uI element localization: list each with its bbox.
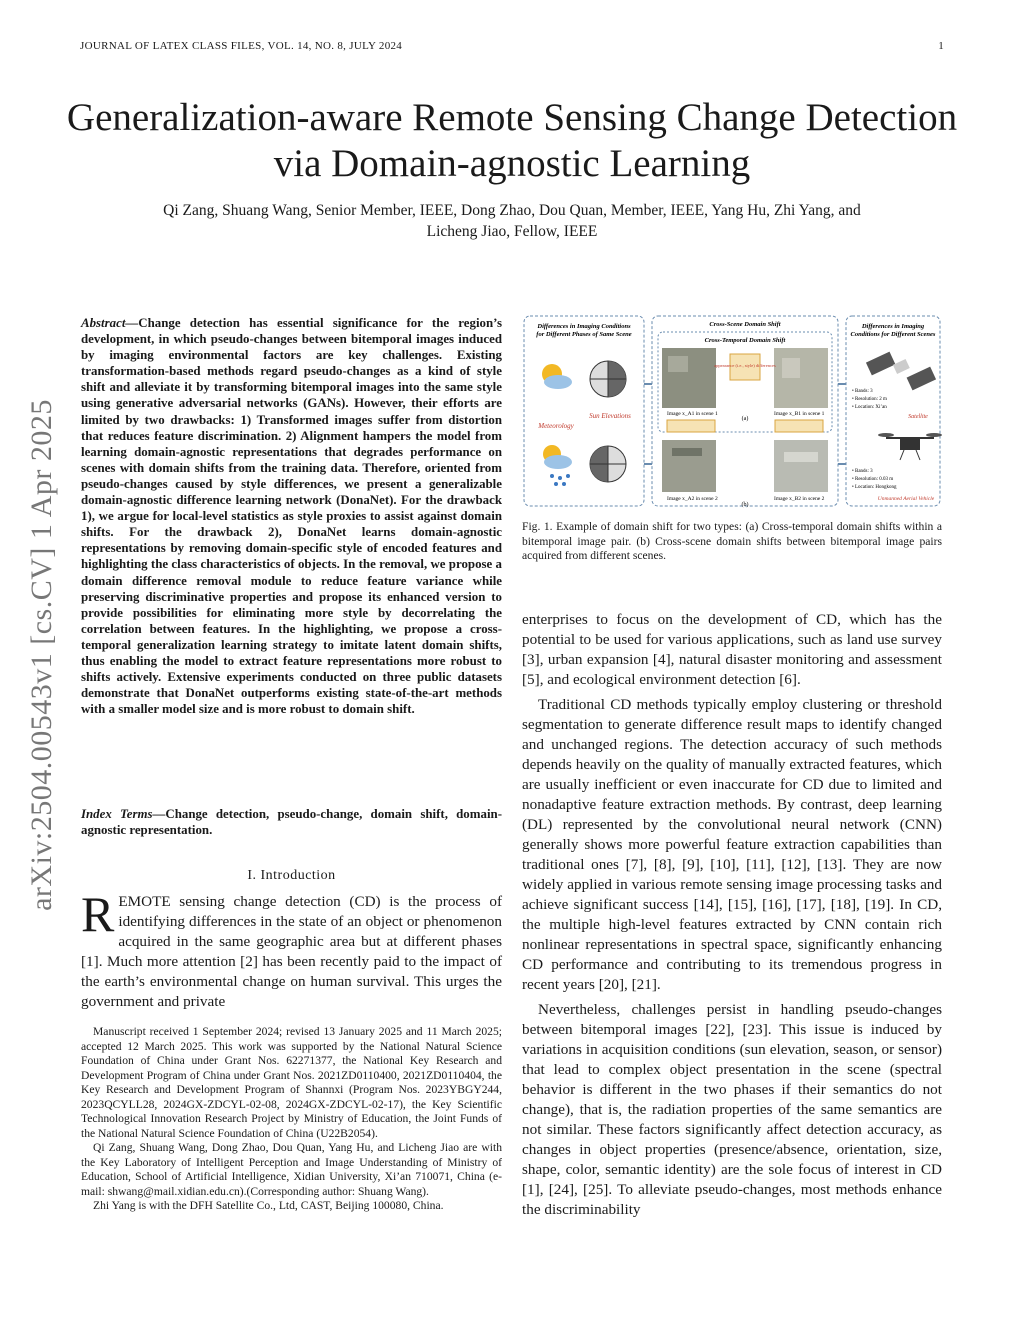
satellite-icon — [866, 352, 936, 391]
drone-icon — [878, 433, 942, 460]
panel-right-title-2: Conditions for Different Scenes — [850, 331, 936, 338]
img-b2-label: Image x_B2 in scene 2 — [774, 496, 825, 502]
image-a2 — [662, 440, 716, 492]
sat-loc: • Location: Xi’an — [852, 405, 887, 410]
panel-left-title-2: for Different Phases of Same Scene — [536, 331, 632, 338]
figure-caption: Fig. 1. Example of domain shift for two types: (a) Cross-temporal domain shifts within a bitemporal image pair. (b) Cross-scene domain shifts between bitemporal image pairs acquired from different scenes. — [522, 520, 942, 563]
footnotes — [81, 1025, 502, 1214]
img-a1-label: Image x_A1 in scene 1 — [667, 411, 718, 417]
uav-bands: • Bands: 3 — [852, 469, 873, 474]
sun-elevations-label: Sun Elevations — [589, 412, 631, 420]
intro-first-word: EMOTE — [118, 893, 171, 910]
abstract-label: Abstract— — [81, 316, 139, 330]
drop-cap: R — [81, 886, 115, 942]
satellite-label: Satellite — [908, 414, 928, 420]
uav-res: • Resolution: 0.03 m — [852, 477, 894, 482]
footnote-affiliation-2: Zhi Yang is with the DFH Satellite Co., Ltd, CAST, Beijing 100080, China. — [93, 1199, 444, 1212]
label-b: (b) — [741, 502, 749, 508]
intro-paragraph — [81, 886, 502, 1012]
page-number: 1 — [938, 40, 944, 52]
intro-text: sensing change detection (CD) is the process of identifying differences in the state of an object or phenomenon acquired in the same geographic area but at different phases [1]. Much more attention [2] has been recently paid to the impact of the earth’s environmental change on human survival. This urges the government and private — [81, 893, 502, 1010]
index-terms-text: Change detection, pseudo-change, domain shift, domain-agnostic representation. — [81, 807, 502, 837]
authors-line-2: Licheng Jiao, Fellow, IEEE — [426, 223, 598, 240]
meteorology-label: Meteorology — [538, 422, 574, 430]
img-b1-label: Image x_B1 in scene 1 — [774, 411, 825, 417]
cross-scene-title: Cross-Scene Domain Shift — [709, 321, 781, 328]
right-column-body — [522, 610, 942, 1225]
paragraph: Traditional CD methods typically employ clustering or threshold segmentation to generate difference result maps to identify changed and unchanged regions. The detection accuracy of such methods depends heavily on the quality of manually extracted features, which are usually inefficient or even inaccurate for CD due to limited and nonadaptive feature extraction methods. By contrast, deep learning (DL) represented by the convolutional neural network (CNN) generally shows more powerful feature extraction capabilities than traditional ones [7], [8], [9], [10], [11], [12], [13]. They are now widely applied in various remote sensing image processing tasks and achieve significant success [14], [15], [16], [17], [18], [19]. In CD, the multiple high-level features extracted by CNN contain rich nonlinear representations in spectral space, significantly enhancing CD performance and contributing to its tremendous progress in recent years [20], [21]. — [522, 696, 942, 993]
index-terms-label: Index Terms— — [81, 807, 166, 821]
panel-left-title-1: Differences in Imaging Conditions — [537, 323, 631, 330]
sat-bands: • Bands: 3 — [852, 389, 873, 394]
abstract — [81, 315, 502, 717]
appearance-box-right — [775, 420, 823, 432]
img-a2-label: Image x_A2 in scene 2 — [667, 496, 718, 502]
footnote-affiliation: Qi Zang, Shuang Wang, Dong Zhao, Dou Quan, Yang Hu, and Licheng Jiao are with the Key Laboratory of Intelligent Perception and Image Understanding of Ministry of Education, School of Artificial Intelligence, Xidian University, Xi’an 710071, China (e-mail: shwang@mail.xidian.edu.cn).(Corresponding author: Shuang Wang). — [81, 1141, 502, 1198]
journal-name: JOURNAL OF LATEX CLASS FILES, VOL. 14, NO. 8, JULY 2024 — [80, 40, 403, 52]
paper-title: Generalization-aware Remote Sensing Change Detection via Domain-agnostic Learning — [66, 96, 958, 185]
uav-label: Unmanned Aerial Vehicle — [877, 496, 935, 502]
globe-icon — [590, 361, 626, 397]
running-header — [80, 40, 944, 52]
panel-left-border — [524, 316, 644, 506]
paragraph: Nevertheless, challenges persist in handling pseudo-changes between bitemporal images [22], [23]. This issue is induced by variations in acquisition conditions (sun elevation, season, or sensor) that lead to complex object presentation in the scene (spectral behavior is different in the two phases if their semantics do not change), that is, the radiation properties of the same semantics are not similar. These factors significantly affect detection accuracy, as changes in object properties (presence/absence, orientation, size, shape, color, semantic identity) are the sole focus of interest in CD [1], [24], [25]. To alleviate pseudo-changes, most methods enhance the discriminability — [522, 1001, 942, 1218]
author-list — [70, 200, 954, 242]
image-b2 — [774, 440, 828, 492]
arxiv-side-label: arXiv:2504.00543v1 [cs.CV] 1 Apr 2025 — [25, 399, 58, 911]
authors-line-1: Qi Zang, Shuang Wang, Senior Member, IEEE, Dong Zhao, Dou Quan, Member, IEEE, Yang Hu, Zhi Yang, and — [163, 202, 861, 219]
rain-cloud-icon — [544, 455, 572, 469]
appearance-box-left — [667, 420, 715, 432]
abstract-text: Change detection has essential significance for the region’s development, in which pseudo-changes between bitemporal images induced by imaging environmental factors are key challenges. Existing transformation-based methods regard pseudo-changes as a kind of style shift and alleviate it by transforming bitemporal images into the same style using generative adversarial networks (GANs). However, their efforts are limited by two drawbacks: 1) Transformed images suffer from distortion that reduces feature discrimination. 2) Alignment hampers the model from learning domain-agnostic representations that degrades performance on scenes with domain shifts from the training data. Therefore, oriented from pseudo-changes caused by style differences, we present a generalizable domain-agnostic difference learning network (DonaNet). For the drawback 1), we argue for local-level statistics as style proxies to assist against domain shifts. For the drawback 2), DonaNet learns domain-agnostic representations by removing domain-specific style of encoded features and highlighting the class characteristics of objects. In the removal, we propose a domain difference removal module to reduce feature variance while preserving discriminative properties and propose its enhanced version to provide possibilities for eliminating more style by decorrelating the correlation between features. In the highlighting, we propose a cross-temporal generalization learning strategy to imitate latent domain shifts, thus enabling the model to extract feature representations more robust to shifts actively. Extensive experiments conducted on three public datasets demonstrate that DonaNet outperforms existing state-of-the-art methods with a smaller model size and is more robust to domain shift. — [81, 316, 502, 717]
rain-drops-icon — [550, 474, 570, 486]
figure-1-svg — [522, 314, 942, 512]
label-a: (a) — [741, 416, 749, 422]
footnote-manuscript: Manuscript received 1 September 2024; revised 13 January 2025 and 11 March 2025; accepted 12 March 2025. This work was supported by the National Natural Science Foundation of China under Grant Nos. 62271377, the National Key Research and Development Program of China under Grant Nos. 2021ZD0110400, 2021ZD0110404, the Key Research and Development Program of Shannxi (Program Nos. 2023YBGY244, 2023QCYLL28, 2024GX-ZDCYL-02-08, 2024GX-ZDCYL-02-17), the Key Scientific Technological Innovation Research Project by Ministry of Education, the Joint Funds of the National Natural Science Foundation of China (U22B2054). — [81, 1025, 502, 1140]
sat-res: • Resolution: 2 m — [852, 397, 887, 402]
paragraph: enterprises to focus on the development of CD, which has the potential to be used for various applications, such as land use survey [3], urban expansion [4], natural disaster monitoring and assessment [5], and ecological environment detection [6]. — [522, 611, 942, 688]
cross-temporal-title: Cross-Temporal Domain Shift — [704, 337, 786, 344]
globe-icon-2 — [590, 446, 626, 482]
appearance-label-top: appearance (i.e., style) differences — [714, 363, 776, 368]
panel-right-title-1: Differences in Imaging — [861, 323, 925, 330]
uav-loc: • Location: Hongkong — [852, 485, 897, 490]
figure-1 — [522, 314, 942, 512]
index-terms — [81, 806, 502, 838]
cloud-icon — [544, 375, 572, 389]
section-heading: I. Introduction — [247, 868, 336, 883]
